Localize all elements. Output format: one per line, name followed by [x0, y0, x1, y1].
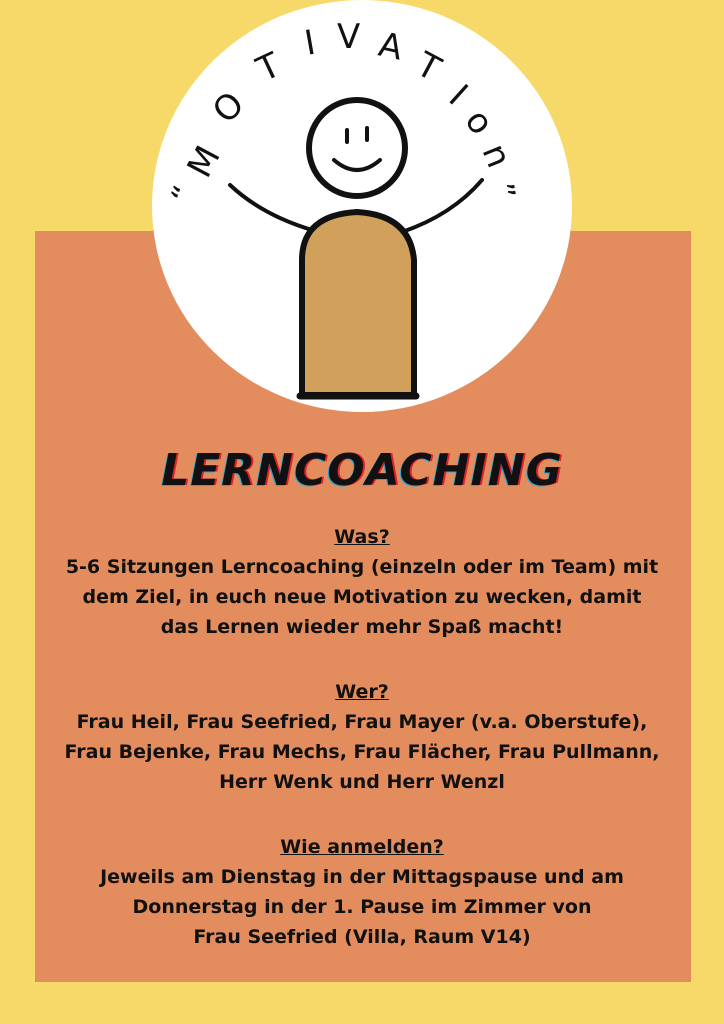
illustration-circle	[152, 0, 572, 412]
was-line-2: dem Ziel, in euch neue Motivation zu wecken, damit	[82, 586, 642, 608]
svg-text:T: T	[409, 44, 447, 90]
wer-section	[40, 677, 684, 797]
was-section	[40, 522, 684, 642]
wer-line-2: Frau Bejenke, Frau Mechs, Frau Flächer, Frau Pullmann,	[64, 741, 660, 763]
svg-text:n: n	[473, 138, 519, 174]
svg-text:I: I	[301, 22, 319, 64]
svg-text:T: T	[250, 45, 287, 91]
svg-text:o: o	[456, 102, 502, 143]
page-title: LERNCOACHING	[161, 445, 563, 496]
svg-text:I: I	[440, 76, 476, 114]
was-heading: Was?	[334, 526, 390, 548]
anmelden-section	[40, 832, 684, 952]
was-line-3: das Lernen wieder mehr Spaß macht!	[160, 616, 564, 638]
svg-text:O: O	[205, 84, 253, 132]
was-line-1: 5-6 Sitzungen Lerncoaching (einzeln oder im Team) mit	[65, 556, 659, 578]
svg-text:”: ”	[484, 180, 522, 202]
svg-text:V: V	[337, 17, 361, 57]
stick-figure-motivation-icon	[152, 0, 572, 412]
wer-line-1: Frau Heil, Frau Seefried, Frau Mayer (v.a. Oberstufe),	[76, 711, 648, 733]
anmelden-heading: Wie anmelden?	[280, 836, 444, 858]
anmelden-line-2: Donnerstag in der 1. Pause im Zimmer von	[132, 896, 592, 918]
wer-heading: Wer?	[335, 681, 389, 703]
anmelden-line-3: Frau Seefried (Villa, Raum V14)	[193, 926, 531, 948]
wer-line-3: Herr Wenk und Herr Wenzl	[219, 771, 505, 793]
svg-text:A: A	[375, 24, 407, 69]
svg-text:“: “	[164, 181, 203, 208]
svg-text:M: M	[179, 139, 229, 185]
anmelden-line-1: Jeweils am Dienstag in der Mittagspause und am	[100, 866, 624, 888]
